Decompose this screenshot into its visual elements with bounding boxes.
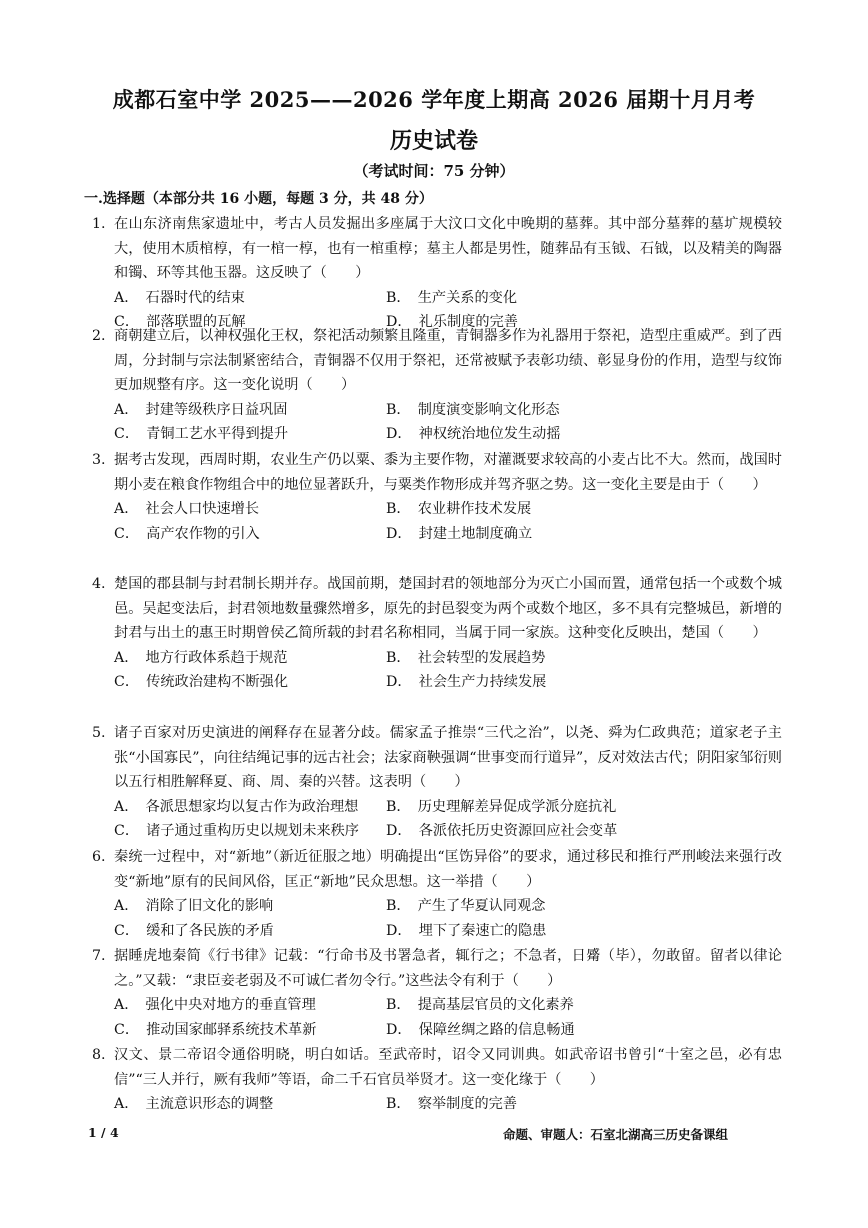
question-number: 1. — [92, 216, 106, 232]
option-d[interactable]: D． 保障丝绸之路的信息畅通 — [386, 1021, 575, 1038]
option-d[interactable]: D． 封建土地制度确立 — [386, 525, 533, 542]
question-number: 8. — [92, 1047, 106, 1063]
option-c[interactable]: C． 诸子通过重构历史以规划未来秩序 — [114, 823, 359, 840]
question-text: 据睡虎地秦简《行书律》记载：“行命书及书署急者，辄行之；不急者，日觱（毕），勿敢留。留者以律论之。”又载：“隶臣妾老弱及不可诚仁者勿令行。”这些法令有利于（ ） — [114, 948, 782, 989]
options — [114, 646, 782, 695]
option-a[interactable]: A． 封建等级秩序日益巩固 — [114, 401, 288, 418]
exam-title: 成都石室中学 2025——2026 学年度上期高 2026 届期十月月考 — [112, 87, 756, 112]
option-a[interactable]: A． 强化中央对地方的垂直管理 — [114, 997, 316, 1014]
question-5 — [92, 721, 782, 844]
question-number: 3. — [92, 452, 106, 468]
option-c[interactable]: C． 推动国家邮驿系统技术革新 — [114, 1021, 317, 1038]
options — [114, 1092, 782, 1117]
option-b[interactable]: B． 农业耕作技术发展 — [386, 501, 532, 518]
option-d[interactable]: D． 神权统治地位发生动摇 — [386, 426, 561, 443]
option-c[interactable]: C． 高产农作物的引入 — [114, 525, 260, 542]
option-d[interactable]: D． 埋下了秦速亡的隐患 — [386, 922, 547, 939]
question-number: 6. — [92, 849, 106, 865]
question-text: 楚国的郡县制与封君制长期并存。战国前期，楚国封君的领地部分为灭亡小国而置，通常包括一个或数个城邑。吴起变法后，封君领地数量骤然增多，原先的封邑裂变为两个或数个地区，多不具有完整城邑，新增的封君与出土的惠王时期曾侯乙简所载的封君名称相同，当属于同一家族。这种变化反映出，楚国（ ） — [114, 576, 782, 642]
footer-author: 命题、审题人：石室北湖高三历史备课组 — [502, 1127, 728, 1142]
option-c[interactable]: C． 青铜工艺水平得到提升 — [114, 426, 289, 443]
options — [114, 894, 782, 943]
question-text: 秦统一过程中，对“新地”（新近征服之地）明确提出“匡饬异俗”的要求，通过移民和推行严刑峻法来强行改变“新地”原有的民间风俗，匡正“新地”民众思想。这一举措（ ） — [114, 849, 782, 890]
options — [114, 795, 782, 844]
option-b[interactable]: B． 历史理解差异促成学派分庭抗礼 — [386, 798, 617, 815]
question-text: 汉文、景二帝诏令通俗明晓，明白如话。至武帝时，诏令又同训典。如武帝诏书曾引“十室之邑，必有忠信”“三人并行，厥有我师”等语，命二千石官员举贤才。这一变化缘于（ ） — [114, 1047, 782, 1088]
option-a[interactable]: A． 消除了旧文化的影响 — [114, 898, 274, 915]
question-4 — [92, 572, 782, 695]
page-number: 1 / 4 — [88, 1125, 119, 1140]
option-a[interactable]: A． 社会人口快速增长 — [114, 501, 260, 518]
option-c[interactable]: C． 部落联盟的瓦解 — [114, 314, 246, 331]
section-heading: 一.选择题（本部分共 16 小题，每题 3 分，共 48 分） — [84, 191, 433, 207]
option-a[interactable]: A． 主流意识形态的调整 — [114, 1096, 274, 1113]
option-b[interactable]: B． 察举制度的完善 — [386, 1096, 518, 1113]
question-text: 诸子百家对历史演进的阐释存在显著分歧。儒家孟子推崇“三代之治”，以尧、舜为仁政典范；道家老子主张“小国寡民”，向往结绳记事的远古社会；法家商鞅强调“世事变而行道异”，反对效法古代；阴阳家邹衍则以五行相胜解释夏、商、周、秦的兴替。这表明（ ） — [114, 725, 782, 791]
question-number: 7. — [92, 948, 106, 964]
question-3 — [92, 448, 782, 546]
option-b[interactable]: B． 生产关系的变化 — [386, 289, 518, 306]
option-a[interactable]: A． 各派思想家均以复古作为政治理想 — [114, 798, 359, 815]
option-b[interactable]: B． 产生了华夏认同观念 — [386, 898, 546, 915]
option-d[interactable]: D． 各派依托历史资源回应社会变革 — [386, 823, 618, 840]
question-7 — [92, 944, 782, 1042]
options — [114, 993, 782, 1042]
option-a[interactable]: A． 地方行政体系趋于规范 — [114, 649, 288, 666]
option-c[interactable]: C． 缓和了各民族的矛盾 — [114, 922, 274, 939]
option-b[interactable]: B． 制度演变影响文化形态 — [386, 401, 560, 418]
option-c[interactable]: C． 传统政治建构不断强化 — [114, 674, 289, 691]
option-d[interactable]: D． 社会生产力持续发展 — [386, 674, 547, 691]
question-6 — [92, 845, 782, 943]
question-text: 商朝建立后，以神权强化王权，祭祀活动频繁且隆重，青铜器多作为礼器用于祭祀，造型庄重威严。到了西周，分封制与宗法制紧密结合，青铜器不仅用于祭祀，还常被赋予表彰功绩、彰显身份的作用，造型与纹饰更加规整有序。这一变化说明（ ） — [114, 328, 782, 394]
question-number: 4. — [92, 576, 106, 592]
question-text: 据考古发现，西周时期，农业生产仍以粟、黍为主要作物，对灌溉要求较高的小麦占比不大。然而，战国时期小麦在粮食作物组合中的地位显著跃升，与粟类作物形成并驾齐驱之势。这一变化主要是由于（ ） — [114, 452, 782, 493]
question-text: 在山东济南焦家遗址中，考古人员发掘出多座属于大汶口文化中晚期的墓葬。其中部分墓葬的墓圹规模较大，使用木质棺椁，有一棺一椁，也有一棺重椁；墓主人都是男性，随葬品有玉钺、石钺，以及精美的陶器和镯、环等其他玉器。这反映了（ ） — [114, 216, 782, 282]
option-a[interactable]: A． 石器时代的结束 — [114, 289, 245, 306]
question-2 — [92, 324, 782, 447]
exam-subtitle: 历史试卷 — [389, 128, 478, 154]
exam-time: （考试时间：75 分钟） — [353, 162, 515, 180]
options — [114, 398, 782, 447]
question-8 — [92, 1043, 782, 1117]
option-b[interactable]: B． 提高基层官员的文化素养 — [386, 997, 574, 1014]
options — [114, 497, 782, 546]
question-number: 2. — [92, 328, 106, 344]
option-b[interactable]: B． 社会转型的发展趋势 — [386, 649, 546, 666]
question-1 — [92, 212, 782, 335]
question-number: 5. — [92, 725, 106, 741]
option-d[interactable]: D． 礼乐制度的完善 — [386, 314, 518, 331]
